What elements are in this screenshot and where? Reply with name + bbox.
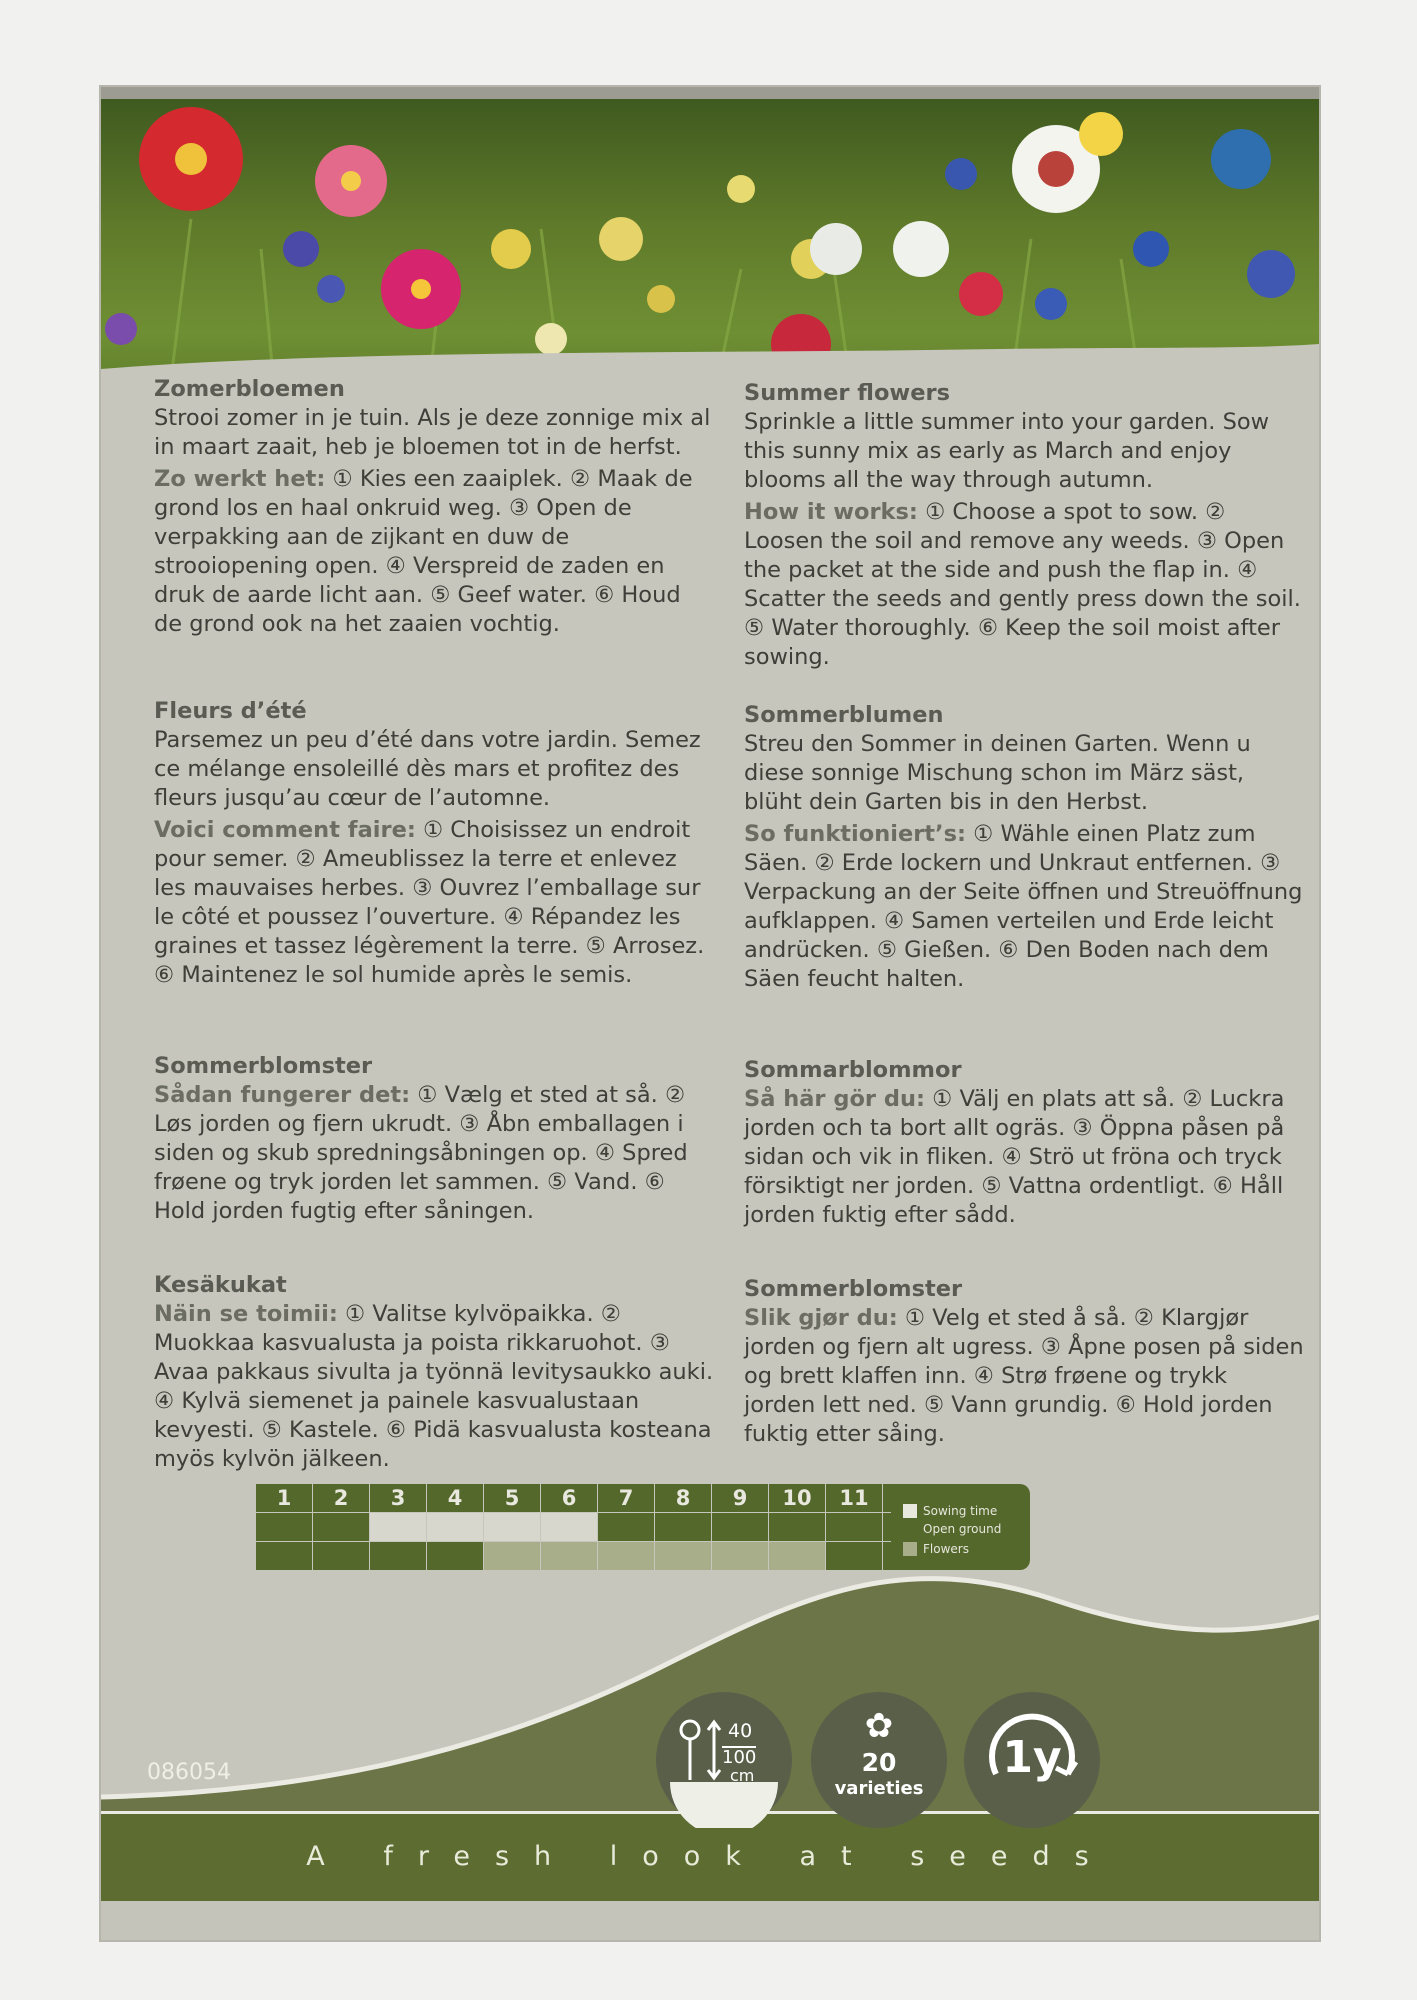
how-text: ① Välj en plats att så. ② Luckra jorden och ta bort allt ogräs. ③ Öppna påsen på sidan och vik in fliken. ④ Strö ut fröna och tryck försiktigt ner jorden. ⑤ Vattna ordentligt. ⑥ Håll jorden fuktig efter sådd. bbox=[744, 1086, 1285, 1228]
section-intro: Strooi zomer in je tuin. Als je deze zonnige mix al in maart zaait, heb je bloemen tot in de herfst. bbox=[154, 405, 711, 460]
sowing-cell-3 bbox=[370, 1513, 426, 1541]
calendar-month-9: 9 bbox=[712, 1484, 768, 1512]
sowing-cell-8 bbox=[655, 1513, 711, 1541]
varieties-label: varieties bbox=[834, 1778, 924, 1799]
how-label: Slik gjør du: bbox=[744, 1305, 898, 1331]
sowing-cell-11 bbox=[826, 1513, 882, 1541]
height-max: 100 bbox=[722, 1747, 757, 1768]
legend-flowers: Flowers bbox=[903, 1542, 969, 1556]
calendar-month-4: 4 bbox=[427, 1484, 483, 1512]
section-nl bbox=[154, 375, 714, 642]
how-text: ① Kies een zaaiplek. ② Maak de grond los en haal onkruid weg. ③ Open de verpakking aan de zijkant en duw de strooiopening open. ④ Verspreid de zaden en druk de aarde licht aan. ⑤ Geef water. ⑥ Houd de grond ook na het zaaien vochtig. bbox=[154, 466, 693, 637]
flower-icon: ✿ bbox=[864, 1706, 894, 1746]
section-de bbox=[744, 701, 1304, 997]
calendar-month-10: 10 bbox=[769, 1484, 825, 1512]
section-intro: Sprinkle a little summer into your garden. Sow this sunny mix as early as March and enjoy blooms all the way through autumn. bbox=[744, 409, 1270, 493]
how-text: ① Choose a spot to sow. ② Loosen the soil and remove any weeds. ③ Open the packet at the side and push the flap in. ④ Scatter the seeds and gently press down the soil. ⑤ Water thoroughly. ⑥ Keep the soil moist after sowing. bbox=[744, 499, 1301, 670]
section-title: Sommarblommor bbox=[744, 1057, 962, 1083]
calendar-month-3: 3 bbox=[370, 1484, 426, 1512]
section-sv bbox=[744, 1056, 1304, 1233]
how-text: ① Valitse kylvöpaikka. ② Muokkaa kasvualusta ja poista rikkaruohot. ③ Avaa pakkaus sivulta ja työnnä levitysaukko auki. ④ Kylvä siemenet ja painele kasvualustaan kevyesti. ⑤ Kastele. ⑥ Pidä kasvualusta kosteana myös kylvön jälkeen. bbox=[154, 1301, 714, 1472]
sowing-cell-5 bbox=[484, 1513, 540, 1541]
how-label: Voici comment faire: bbox=[154, 817, 416, 843]
how-text: ① Wähle einen Platz zum Säen. ② Erde lockern und Unkraut entfernen. ③ Verpackung an der Seite öffnen und Streuöffnung aufklappen. ④ Samen verteilen und Erde leicht andrücken. ⑤ Gießen. ⑥ Den Boden nach dem Säen feucht halten. bbox=[744, 821, 1303, 992]
section-title: Fleurs d’été bbox=[154, 698, 307, 724]
how-label: Näin se toimii: bbox=[154, 1301, 338, 1327]
calendar-month-5: 5 bbox=[484, 1484, 540, 1512]
how-text: ① Choisissez un endroit pour semer. ② Ameublissez la terre et enlevez les mauvaises herbes. ③ Ouvrez l’emballage sur le côté et poussez l’ouverture. ④ Répandez les graines et tassez légèrement la terre. ⑤ Arrosez. ⑥ Maintenez le sol humide après le semis. bbox=[154, 817, 705, 988]
sowing-cell-7 bbox=[598, 1513, 654, 1541]
how-label: So funktioniert’s: bbox=[744, 821, 966, 847]
section-en bbox=[744, 379, 1304, 675]
sowing-cell-10 bbox=[769, 1513, 825, 1541]
varieties-badge bbox=[811, 1692, 947, 1828]
tagline: A fresh look at seeds bbox=[306, 1840, 1114, 1872]
legend-sowing-time: Sowing time bbox=[903, 1504, 997, 1518]
calendar-month-row bbox=[256, 1484, 940, 1513]
section-fi bbox=[154, 1271, 714, 1477]
plant-height-badge bbox=[656, 1692, 792, 1828]
section-title: Sommerblomster bbox=[744, 1276, 963, 1302]
calendar-month-7: 7 bbox=[598, 1484, 654, 1512]
calendar-month-6: 6 bbox=[541, 1484, 597, 1512]
how-label: Zo werkt het: bbox=[154, 466, 326, 492]
sowing-cell-6 bbox=[541, 1513, 597, 1541]
section-intro: Streu den Sommer in deinen Garten. Wenn u diese sonnige Mischung schon im März säst, blüht dein Garten bis in den Herbst. bbox=[744, 731, 1251, 815]
section-title: Sommerblomster bbox=[154, 1053, 373, 1079]
section-title: Zomerbloemen bbox=[154, 376, 345, 402]
section-intro: Parsemez un peu d’été dans votre jardin. Semez ce mélange ensoleillé dès mars et profitez des fleurs jusqu’au cœur de l’automne. bbox=[154, 727, 701, 811]
height-min: 40 bbox=[728, 1720, 753, 1742]
section-fr bbox=[154, 697, 714, 993]
sowing-cell-4 bbox=[427, 1513, 483, 1541]
sowing-cell-2 bbox=[313, 1513, 369, 1541]
varieties-count: 20 bbox=[861, 1748, 897, 1777]
calendar-month-2: 2 bbox=[313, 1484, 369, 1512]
section-no bbox=[744, 1275, 1304, 1452]
calendar-month-8: 8 bbox=[655, 1484, 711, 1512]
lifespan-value: 1y bbox=[1002, 1732, 1062, 1783]
calendar-month-1: 1 bbox=[256, 1484, 312, 1512]
how-text: ① Velg et sted å så. ② Klargjør jorden og fjern alt ugress. ③ Åpne posen på siden og brett klaffen inn. ④ Strø frøene og trykk jorden lett ned. ⑤ Vann grundig. ⑥ Hold jorden fuktig etter såing. bbox=[744, 1305, 1304, 1447]
sowing-cell-1 bbox=[256, 1513, 312, 1541]
section-title: Kesäkukat bbox=[154, 1272, 287, 1298]
section-title: Sommerblumen bbox=[744, 702, 944, 728]
how-label: Sådan fungerer det: bbox=[154, 1082, 411, 1108]
product-code: 086054 bbox=[147, 1760, 231, 1785]
packet-top-edge bbox=[101, 87, 1319, 99]
calendar-month-11: 11 bbox=[826, 1484, 882, 1512]
packet-bottom-edge bbox=[101, 1901, 1319, 1940]
how-label: How it works: bbox=[744, 499, 918, 525]
how-text: ① Vælg et sted at så. ② Løs jorden og fjern ukrudt. ③ Åbn emballagen i siden og skub spredningsåbningen op. ④ Spred frøene og tryk jorden let sammen. ⑤ Vand. ⑥ Hold jorden fugtig efter såningen. bbox=[154, 1082, 688, 1224]
lifespan-badge bbox=[964, 1692, 1100, 1828]
calendar-sowing-row bbox=[256, 1513, 940, 1542]
height-unit: cm bbox=[730, 1766, 755, 1785]
seed-packet-back bbox=[101, 87, 1319, 1940]
sowing-cell-9 bbox=[712, 1513, 768, 1541]
legend-open-ground: Open ground bbox=[923, 1522, 1002, 1536]
section-da bbox=[154, 1052, 714, 1229]
section-title: Summer flowers bbox=[744, 380, 950, 406]
how-label: Så här gör du: bbox=[744, 1086, 925, 1112]
